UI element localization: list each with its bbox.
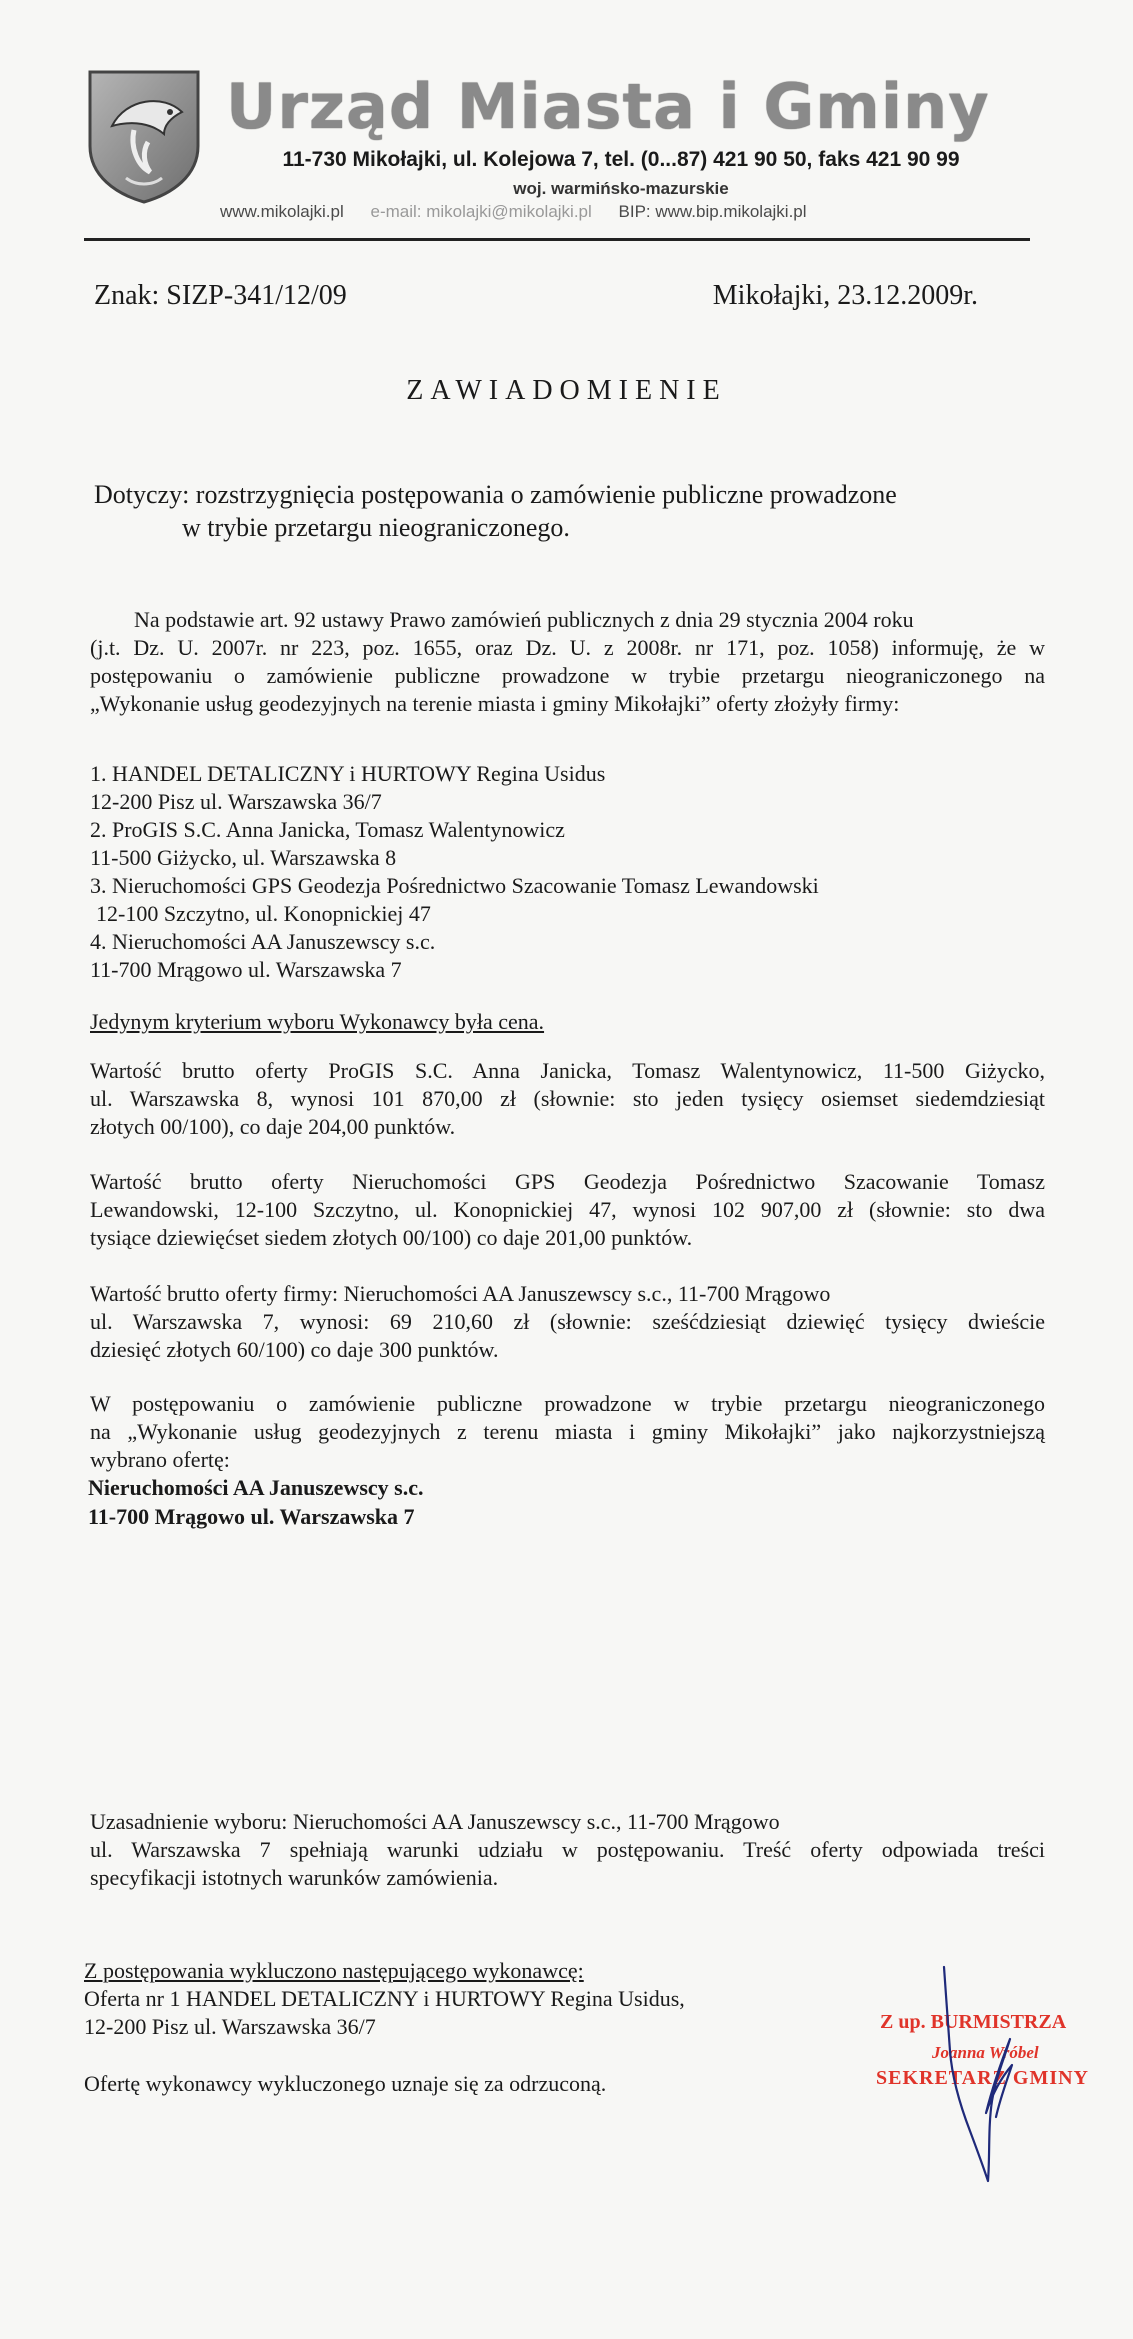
selection-paragraph <box>90 1390 1045 1474</box>
reference-number: Znak: SIZP-341/12/09 <box>94 280 347 311</box>
justification-paragraph <box>90 1808 1045 1892</box>
document-date: Mikołajki, 23.12.2009r. <box>712 280 978 311</box>
excluded-address: 12-200 Pisz ul. Warszawska 36/7 <box>84 2014 376 2039</box>
excluded-offer: Oferta nr 1 HANDEL DETALICZNY i HURTOWY Regina Usidus, <box>84 1986 685 2011</box>
list-item: 1. HANDEL DETALICZNY i HURTOWY Regina Usidus <box>90 761 606 786</box>
paragraph-line: ul. Warszawska 7 spełniają warunki udziału w postępowaniu. Treść oferty odpowiada treści <box>90 1837 1045 1862</box>
paragraph-line: Uzasadnienie wyboru: Nieruchomości AA Januszewscy s.c., 11-700 Mrągowo <box>90 1809 780 1834</box>
paragraph-line: W postępowaniu o zamówienie publiczne prowadzone w trybie przetargu nieograniczonego <box>90 1391 1045 1416</box>
winning-offer-address: 11-700 Mrągowo ul. Warszawska 7 <box>88 1504 415 1529</box>
paragraph-line: ul. Warszawska 7, wynosi: 69 210,60 zł (słownie: sześćdziesiąt dziewięć tysięcy dwieście <box>90 1309 1045 1334</box>
list-item: 11-700 Mrągowo ul. Warszawska 7 <box>90 957 402 982</box>
paragraph-line: Na podstawie art. 92 ustawy Prawo zamówień publicznych z dnia 29 stycznia 2004 roku <box>134 607 914 632</box>
list-item: 11-500 Giżycko, ul. Warszawska 8 <box>90 845 397 870</box>
rejection-statement: Ofertę wykonawcy wykluczonego uznaje się za odrzuconą. <box>84 2071 607 2096</box>
coat-of-arms-icon <box>86 68 202 204</box>
contact-line <box>220 202 1040 222</box>
paragraph-line: Wartość brutto oferty ProGIS S.C. Anna Janicka, Tomasz Walentynowicz, 11-500 Giżycko, <box>90 1058 1045 1083</box>
offers-list <box>90 760 819 984</box>
offer-value-paragraph <box>90 1057 1045 1141</box>
regarding-line: Dotyczy: rozstrzygnięcia postępowania o zamówienie publiczne prowadzone <box>94 480 897 509</box>
list-item: 2. ProGIS S.C. Anna Janicka, Tomasz Walentynowicz <box>90 817 565 842</box>
list-item: 4. Nieruchomości AA Januszewscy s.c. <box>90 929 436 954</box>
paragraph-line: (j.t. Dz. U. 2007r. nr 223, poz. 1655, oraz Dz. U. z 2008r. nr 171, poz. 1058) informuję, że w <box>90 635 1045 660</box>
handwritten-signature <box>930 1955 1030 2195</box>
letterhead <box>86 62 1036 242</box>
email-link[interactable]: e-mail: mikolajki@mikolajki.pl <box>370 202 592 221</box>
excluded-heading: Z postępowania wykluczono następującego wykonawcę: <box>84 1958 584 1983</box>
website-link[interactable]: www.mikolajki.pl <box>220 202 344 221</box>
paragraph-line: Lewandowski, 12-100 Szczytno, ul. Konopnickiej 47, wynosi 102 907,00 zł (słownie: sto dwa <box>90 1197 1045 1222</box>
paragraph-line: postępowaniu o zamówienie publiczne prowadzone w trybie przetargu nieograniczonego na <box>90 663 1045 688</box>
intro-paragraph <box>90 606 1045 718</box>
selection-criterion: Jedynym kryterium wyboru Wykonawcy była cena. <box>90 1009 545 1034</box>
list-item: 12-200 Pisz ul. Warszawska 36/7 <box>90 789 382 814</box>
paragraph-line: Wartość brutto oferty firmy: Nieruchomości AA Januszewscy s.c., 11-700 Mrągowo <box>90 1281 831 1306</box>
stamp-authority: Z up. BURMISTRZA <box>880 2011 1067 2033</box>
paragraph-line: złotych 00/100), co daje 204,00 punktów. <box>90 1114 456 1139</box>
stamp-title: SEKRETARZ GMINY <box>876 2067 1089 2089</box>
document-heading: ZAWIADOMIENIE <box>406 375 727 406</box>
paragraph-line: Wartość brutto oferty Nieruchomości GPS Geodezja Pośrednictwo Szacowanie Tomasz <box>90 1169 1045 1194</box>
office-name: Urząd Miasta i Gminy <box>226 70 990 143</box>
winning-offer-name: Nieruchomości AA Januszewscy s.c. <box>88 1475 424 1500</box>
paragraph-line: „Wykonanie usług geodezyjnych na terenie miasta i gminy Mikołajki” oferty złożyły firmy: <box>90 691 900 716</box>
office-region: woj. warmińsko-mazurskie <box>513 179 729 198</box>
stamp-signatory: Joanna Wróbel <box>932 2043 1039 2062</box>
paragraph-line: ul. Warszawska 8, wynosi 101 870,00 zł (słownie: sto jeden tysięcy osiemset siedemdziesiąt <box>90 1086 1045 1111</box>
regarding-line: w trybie przetargu nieograniczonego. <box>182 513 570 542</box>
paragraph-line: dziesięć złotych 60/100) co daje 300 punktów. <box>90 1337 499 1362</box>
list-item: 3. Nieruchomości GPS Geodezja Pośrednictwo Szacowanie Tomasz Lewandowski <box>90 873 819 898</box>
bip-link[interactable]: BIP: www.bip.mikolajki.pl <box>618 202 807 221</box>
regarding-block <box>94 478 897 544</box>
paragraph-line: wybrano ofertę: <box>90 1447 230 1472</box>
office-address: 11-730 Mikołajki, ul. Kolejowa 7, tel. (0...87) 421 90 50, faks 421 90 99 <box>282 148 960 171</box>
offer-value-paragraph <box>90 1168 1045 1252</box>
paragraph-line: specyfikacji istotnych warunków zamówienia. <box>90 1865 499 1890</box>
offer-value-paragraph <box>90 1280 1045 1364</box>
list-item: 12-100 Szczytno, ul. Konopnickiej 47 <box>96 901 431 926</box>
paragraph-line: na „Wykonanie usług geodezyjnych z terenu miasta i gminy Mikołajki” jako najkorzystniejszą <box>90 1419 1045 1444</box>
paragraph-line: tysiące dziewięćset siedem złotych 00/100) co daje 201,00 punktów. <box>90 1225 693 1250</box>
letterhead-divider <box>84 238 1030 241</box>
